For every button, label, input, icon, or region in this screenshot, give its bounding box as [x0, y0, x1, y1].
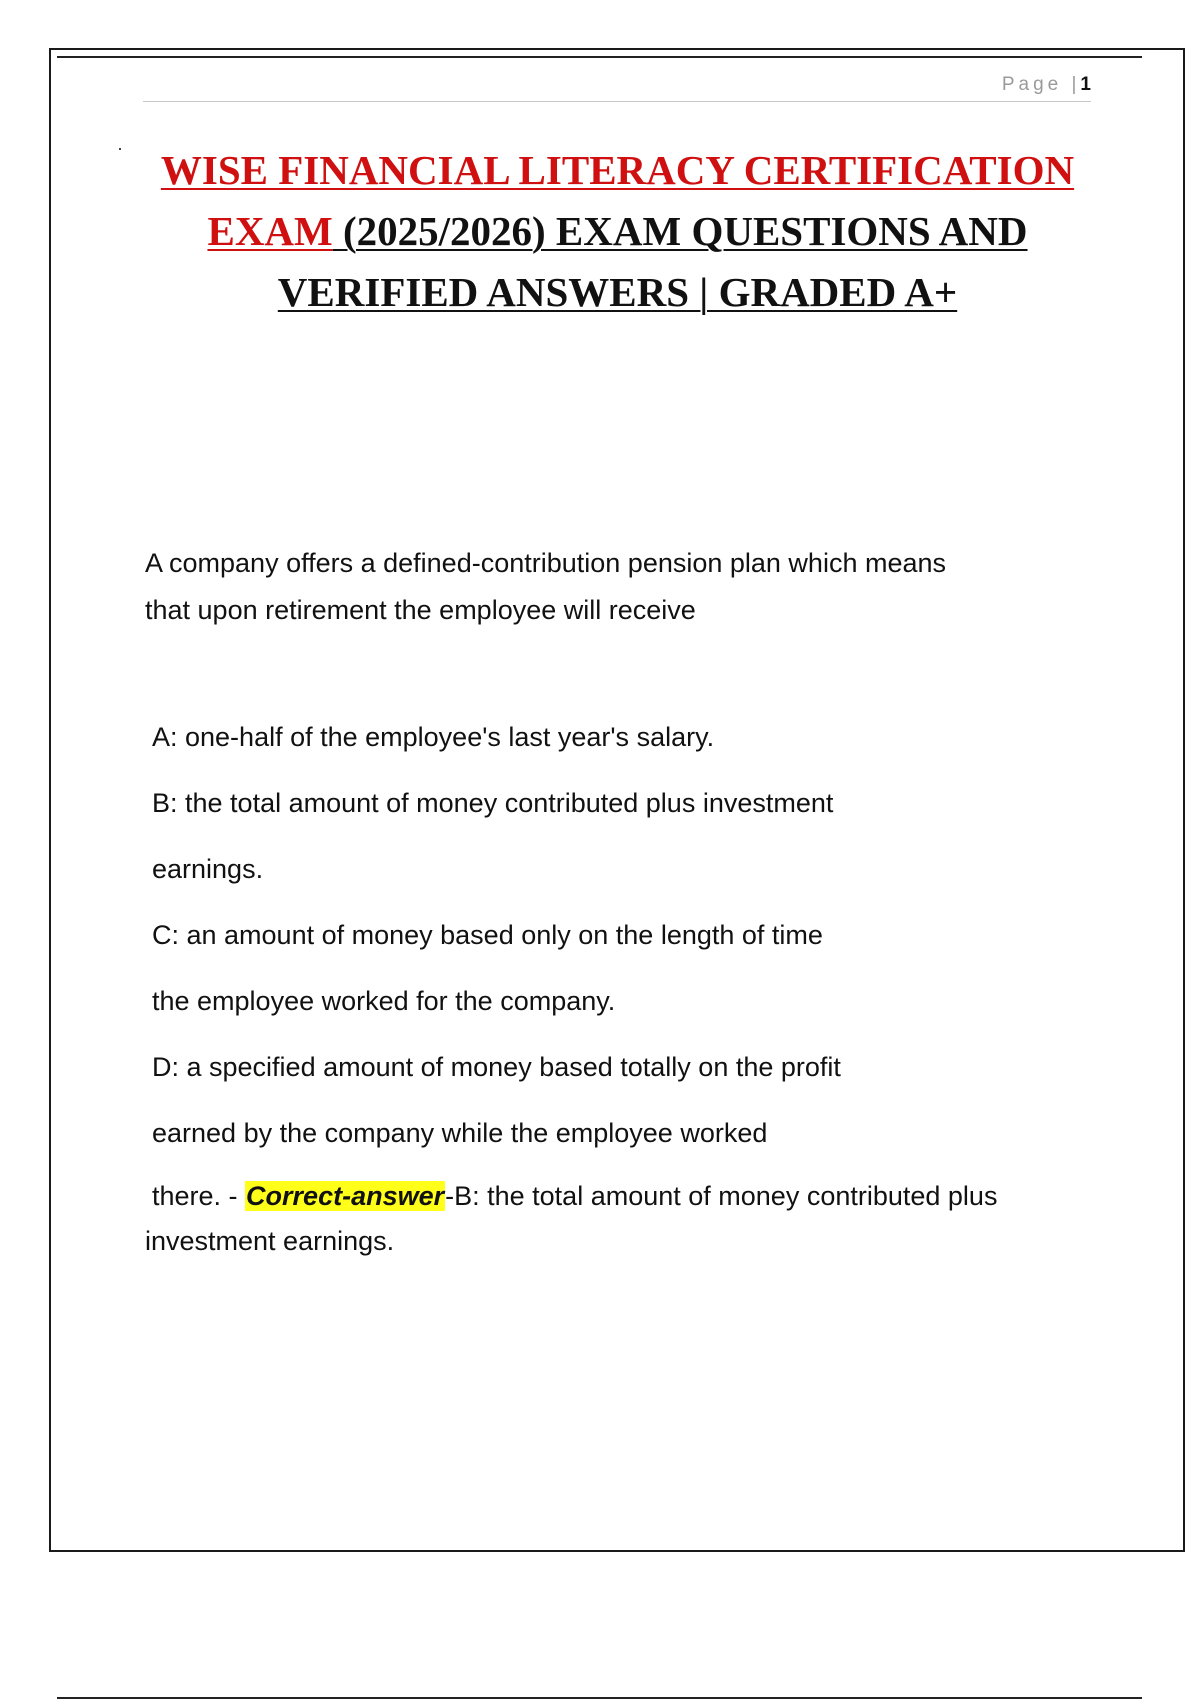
- answer-continuation: investment earnings.: [145, 1226, 395, 1256]
- option-line: A: one-half of the employee's last year's salary.: [152, 722, 715, 752]
- correct-answer-tag: Correct-answer: [246, 1181, 445, 1211]
- page-number: 1: [1080, 74, 1091, 95]
- option-line: earned by the company while the employee worked: [152, 1118, 768, 1148]
- option-line: C: an amount of money based only on the length of time: [152, 920, 823, 950]
- page-separator: |: [1071, 74, 1081, 95]
- answer-prefix: there. -: [152, 1181, 246, 1211]
- option-line: the employee worked for the company.: [152, 986, 616, 1016]
- question-line-2: that upon retirement the employee will receive: [145, 595, 696, 625]
- option-line: D: a specified amount of money based totally on the profit: [152, 1052, 841, 1082]
- title-red-part-1: WISE FINANCIAL LITERACY CERTIFICATION: [160, 147, 1075, 193]
- answer-text: -B: the total amount of money contributed plus: [445, 1181, 998, 1211]
- title-line-2: [120, 201, 1115, 262]
- page-label: Page: [1001, 74, 1063, 95]
- title-line-1: [120, 140, 1115, 201]
- title-red-part-2: EXAM: [207, 208, 333, 254]
- option-line: B: the total amount of money contributed plus investment: [152, 788, 834, 818]
- title-black-part-2: VERIFIED ANSWERS | GRADED A+: [277, 269, 958, 315]
- header-rule: [143, 101, 1091, 102]
- bottom-rule: [57, 1697, 1142, 1699]
- top-rule: [57, 56, 1142, 58]
- document-title: [120, 140, 1115, 323]
- question-line-1: A company offers a defined-contribution pension plan which means: [145, 548, 946, 578]
- answer-options: [152, 714, 1112, 1176]
- correct-answer-line: [152, 1173, 1112, 1219]
- title-line-3: [120, 262, 1115, 323]
- option-line: earnings.: [152, 854, 264, 884]
- question-text: [145, 540, 1105, 634]
- title-black-part-1: (2025/2026) EXAM QUESTIONS AND: [332, 208, 1028, 254]
- page-number-label: [1002, 74, 1091, 96]
